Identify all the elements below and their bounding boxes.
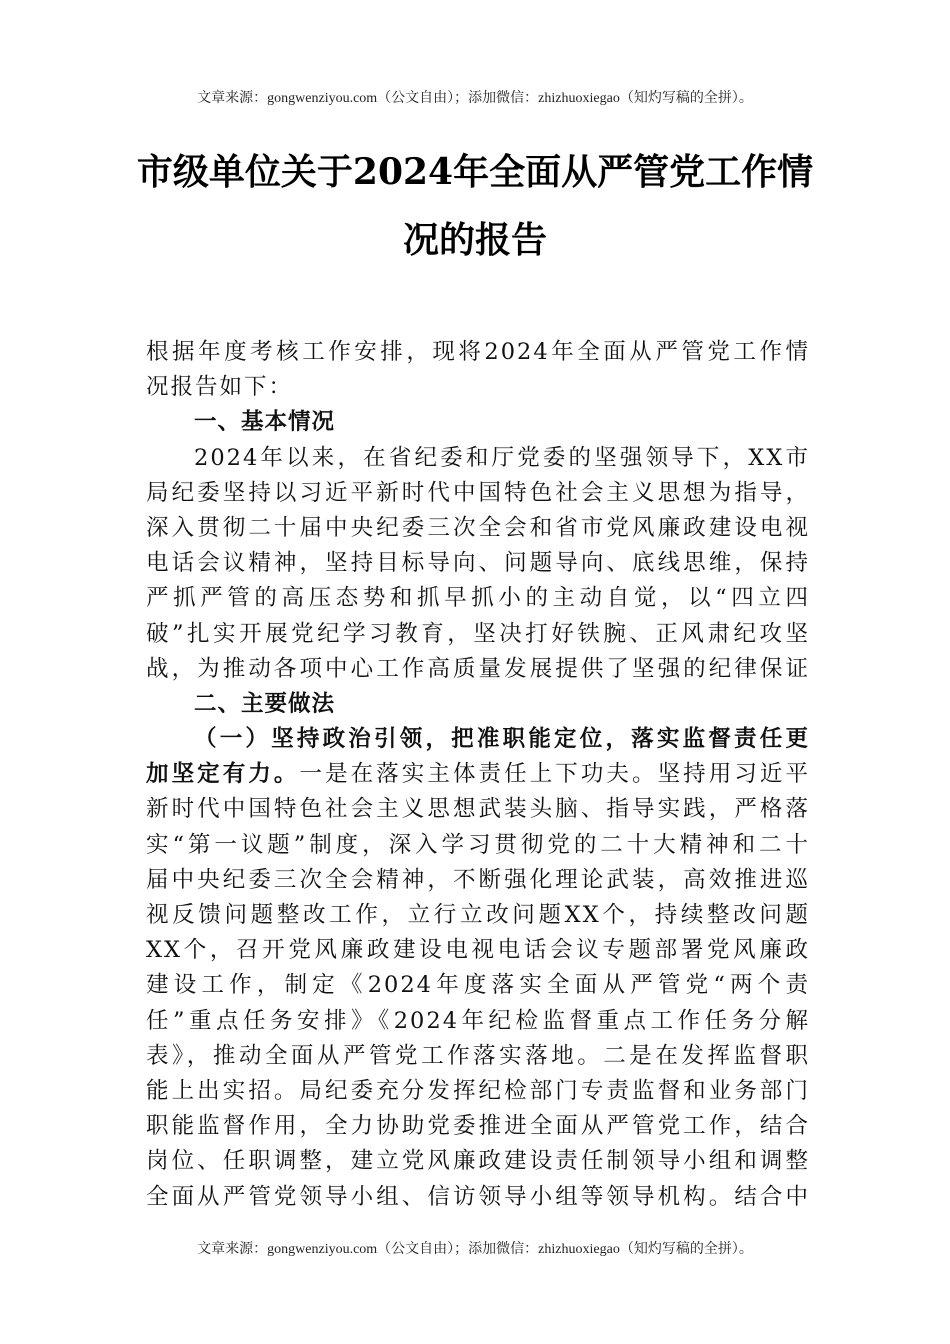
document-body: [146, 335, 810, 1215]
body-text: 一是在落实主体责任上下功夫。坚持用习近平: [299, 761, 810, 788]
body-line: 电话会议精神，坚持目标导向、问题导向、底线思维，保持: [146, 550, 810, 577]
body-line: 战，为推动各项中心工作高质量发展提供了坚强的纪律保证: [146, 655, 810, 682]
body-line: 况报告如下：: [146, 374, 294, 401]
body-line: 视反馈问题整改工作，立行立改问题XX个，持续整改问题: [146, 902, 810, 928]
body-line: 任”重点任务安排》《2024年纪检监督重点工作任务分解: [146, 1007, 810, 1034]
subsection-heading: （一）坚持政治引领，把准职能定位，落实监督责任更: [194, 726, 810, 753]
body-line: XX个，召开党风廉政建设电视电话会议专题部署党风廉政: [146, 937, 810, 964]
document-title-line-1: 市级单位关于2024年全面从严管党工作情: [136, 151, 814, 193]
body-line: 建设工作，制定《2024年度落实全面从严管党“两个责: [146, 972, 810, 999]
source-note-top: 文章来源：gongwenziyou.com（公文自由）；添加微信：zhizhuoxiegao（知灼写稿的全拼）。: [197, 91, 753, 106]
body-line: 根据年度考核工作安排，现将2024年全面从严管党工作情: [146, 339, 810, 365]
body-line: 届中央纪委三次全会精神，不断强化理论武装，高效推进巡: [146, 866, 810, 893]
section-heading: 一、基本情况: [194, 409, 336, 436]
body-line: 深入贯彻二十届中央纪委三次全会和省市党风廉政建设电视: [146, 514, 810, 541]
subsection-heading-end: 加坚定有力。: [146, 761, 300, 788]
body-line: 表》，推动全面从严管党工作落实落地。二是在发挥监督职: [146, 1042, 810, 1069]
body-line: 实“第一议题”制度，深入学习贯彻党的二十大精神和二十: [146, 831, 810, 858]
body-line: 岗位、任职调整，建立党风廉政建设责任制领导小组和调整: [146, 1148, 810, 1175]
body-line: 职能监督作用，全力协助党委推进全面从严管党工作，结合: [146, 1113, 810, 1140]
section-heading: 二、主要做法: [194, 690, 336, 717]
body-line: 全面从严管党领导小组、信访领导小组等领导机构。结合中: [146, 1183, 810, 1210]
body-line-mixed: [146, 757, 810, 792]
body-line: 能上出实招。局纪委充分发挥纪检部门专责监督和业务部门: [146, 1077, 810, 1104]
body-line: 局纪委坚持以习近平新时代中国特色社会主义思想为指导，: [146, 479, 810, 506]
document-title-line-2: 况的报告: [402, 219, 547, 261]
body-line: 破”扎实开展党纪学习教育，坚决打好铁腕、正风肃纪攻坚: [146, 620, 810, 647]
body-line: 2024年以来，在省纪委和厅党委的坚强领导下，XX市: [194, 444, 810, 471]
body-line: 新时代中国特色社会主义思想武装头脑、指导实践，严格落: [146, 796, 810, 823]
source-note-bottom: 文章来源：gongwenziyou.com（公文自由）；添加微信：zhizhuoxiegao（知灼写稿的全拼）。: [197, 1242, 753, 1257]
body-line: 严抓严管的高压态势和抓早抓小的主动自觉，以“四立四: [146, 585, 810, 612]
